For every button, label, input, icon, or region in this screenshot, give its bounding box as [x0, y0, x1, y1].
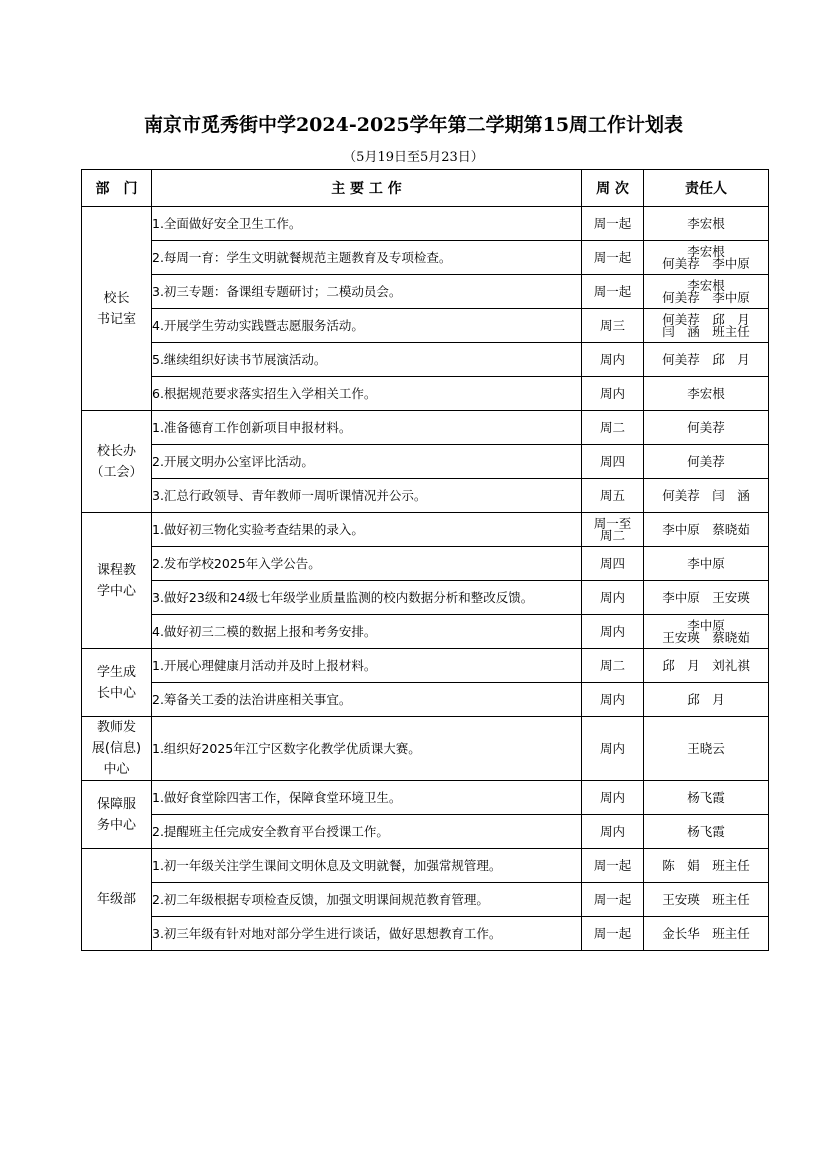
week-line: 周内 [599, 740, 625, 756]
responsible-cell [644, 917, 769, 951]
week-cell [582, 411, 644, 445]
responsible-cell [644, 343, 769, 377]
week-cell [582, 377, 644, 411]
week-line: 周二 [599, 419, 625, 435]
responsible-cell [644, 883, 769, 917]
week-line: 周一起 [593, 249, 632, 265]
week-cell [582, 581, 644, 615]
week-cell [582, 275, 644, 309]
responsible-cell [644, 649, 769, 683]
task-cell: 4.做好初三二模的数据上报和考务安排。 [152, 615, 582, 649]
week-line: 周二 [599, 527, 625, 543]
responsible-cell [644, 207, 769, 241]
week-line: 周内 [599, 691, 625, 707]
week-cell [582, 445, 644, 479]
responsible-person: 何美荐 [687, 453, 725, 469]
responsible-person: 何美荐 李中原 [662, 289, 750, 305]
week-line: 周四 [599, 453, 625, 469]
table-row [82, 649, 769, 683]
responsible-cell [644, 513, 769, 547]
task-cell: 3.初三专题：备课组专题研讨；二模动员会。 [152, 275, 582, 309]
responsible-person: 何美荐 李中原 [662, 255, 750, 271]
responsible-cell [644, 781, 769, 815]
week-line: 周一起 [593, 283, 632, 299]
week-line: 周内 [599, 589, 625, 605]
responsible-person: 何美荐 邱 月 [662, 351, 750, 367]
table-row [82, 717, 769, 781]
dept-name-line: 书记室 [96, 311, 136, 327]
responsible-person: 陈 娟 班主任 [662, 857, 750, 873]
dept-name-line: 教师发 [96, 720, 136, 735]
table-header-row [82, 170, 769, 207]
responsible-cell [644, 581, 769, 615]
week-line: 周一起 [593, 925, 632, 941]
responsible-person: 邱 月 刘礼祺 [662, 657, 750, 673]
week-line: 周内 [599, 623, 625, 639]
header-resp: 责任人 [644, 170, 769, 207]
week-cell [582, 683, 644, 717]
responsible-person: 王晓云 [687, 740, 725, 756]
table-row [82, 207, 769, 241]
dept-name-line: 年级部 [96, 892, 136, 907]
dept-name-line: 校长 [103, 290, 130, 306]
table-row [82, 411, 769, 445]
week-cell [582, 241, 644, 275]
task-cell: 2.发布学校2025年入学公告。 [152, 547, 582, 581]
responsible-person: 何美荐 [687, 419, 725, 435]
task-cell: 1.做好食堂除四害工作，保障食堂环境卫生。 [152, 781, 582, 815]
responsible-cell [644, 309, 769, 343]
table-row [82, 917, 769, 951]
table-row [82, 883, 769, 917]
task-cell: 1.准备德育工作创新项目申报材料。 [152, 411, 582, 445]
table-row [82, 781, 769, 815]
task-cell: 3.做好23级和24级七年级学业质量监测的校内数据分析和整改反馈。 [152, 581, 582, 615]
table-row [82, 275, 769, 309]
task-cell: 3.汇总行政领导、青年教师一周听课情况并公示。 [152, 479, 582, 513]
task-cell: 2.初二年级根据专项检查反馈，加强文明课间规范教育管理。 [152, 883, 582, 917]
task-cell: 1.全面做好安全卫生工作。 [152, 207, 582, 241]
table-row [82, 581, 769, 615]
responsible-person: 李宏根 [687, 243, 725, 259]
task-cell: 6.根据规范要求落实招生入学相关工作。 [152, 377, 582, 411]
table-row [82, 815, 769, 849]
responsible-person: 王安瑛 蔡晓茹 [662, 629, 750, 645]
work-plan-table [81, 169, 769, 951]
responsible-person: 邱 月 [687, 691, 725, 707]
week-line: 周一起 [593, 215, 632, 231]
week-cell [582, 513, 644, 547]
responsible-person: 李中原 王安瑛 [662, 589, 750, 605]
week-cell [582, 781, 644, 815]
dept-cell [82, 649, 152, 717]
header-task: 主 要 工 作 [152, 170, 582, 207]
dept-name-line: （工会） [90, 464, 143, 480]
week-line: 周四 [599, 555, 625, 571]
dept-cell [82, 411, 152, 513]
week-line: 周内 [599, 823, 625, 839]
dept-name-line: 课程教 [96, 562, 136, 578]
week-line: 周三 [599, 317, 625, 333]
table-row [82, 241, 769, 275]
responsible-person: 李宏根 [687, 215, 725, 231]
header-dept: 部 门 [82, 170, 152, 207]
week-line: 周一起 [593, 857, 632, 873]
table-body [82, 207, 769, 951]
week-cell [582, 615, 644, 649]
dept-name-line: 学生成 [96, 664, 136, 680]
dept-cell [82, 717, 152, 781]
table-row [82, 683, 769, 717]
task-cell: 4.开展学生劳动实践暨志愿服务活动。 [152, 309, 582, 343]
header-week: 周 次 [582, 170, 644, 207]
responsible-cell [644, 275, 769, 309]
responsible-cell [644, 241, 769, 275]
dept-name-line: 中心 [103, 762, 130, 777]
week-cell [582, 343, 644, 377]
page-title: 南京市觅秀街中学2024-2025学年第二学期第15周工作计划表 [143, 114, 684, 136]
dept-name-line: 保障服 [96, 796, 136, 812]
week-cell [582, 883, 644, 917]
dept-name-line: 学中心 [96, 583, 136, 599]
week-line: 周一起 [593, 891, 632, 907]
task-cell: 1.开展心理健康月活动并及时上报材料。 [152, 649, 582, 683]
dept-name-line: 展(信息) [91, 741, 142, 756]
responsible-person: 李宏根 [687, 385, 725, 401]
responsible-cell [644, 815, 769, 849]
task-cell: 1.初一年级关注学生课间文明休息及文明就餐，加强常规管理。 [152, 849, 582, 883]
week-line: 周二 [599, 657, 625, 673]
week-line: 周内 [599, 351, 625, 367]
date-range: （5月19日至5月23日） [343, 150, 484, 165]
task-cell: 5.继续组织好读书节展演活动。 [152, 343, 582, 377]
responsible-person: 何美荐 邱 月 [662, 311, 750, 327]
week-cell [582, 849, 644, 883]
dept-cell [82, 781, 152, 849]
table-row [82, 343, 769, 377]
table-row [82, 615, 769, 649]
week-cell [582, 547, 644, 581]
responsible-person: 杨飞霞 [687, 823, 725, 839]
responsible-cell [644, 445, 769, 479]
responsible-cell [644, 377, 769, 411]
table-row [82, 377, 769, 411]
task-cell: 2.提醒班主任完成安全教育平台授课工作。 [152, 815, 582, 849]
task-cell: 2.开展文明办公室评比活动。 [152, 445, 582, 479]
dept-cell [82, 207, 152, 411]
week-cell [582, 917, 644, 951]
table-row [82, 479, 769, 513]
dept-name-line: 长中心 [96, 685, 136, 701]
task-cell: 3.初三年级有针对地对部分学生进行谈话，做好思想教育工作。 [152, 917, 582, 951]
dept-name-line: 校长办 [96, 443, 136, 459]
responsible-person: 李中原 [687, 555, 725, 571]
week-cell [582, 649, 644, 683]
responsible-person: 金长华 班主任 [662, 925, 750, 941]
week-line: 周内 [599, 789, 625, 805]
responsible-cell [644, 479, 769, 513]
responsible-person: 闫 涵 班主任 [662, 323, 750, 339]
week-line: 周内 [599, 385, 625, 401]
responsible-cell [644, 411, 769, 445]
week-line: 周一至 [593, 515, 632, 531]
week-cell [582, 309, 644, 343]
table-row [82, 849, 769, 883]
dept-cell [82, 513, 152, 649]
task-cell: 2.筹备关工委的法治讲座相关事宜。 [152, 683, 582, 717]
dept-name-line: 务中心 [96, 817, 136, 833]
responsible-person: 李中原 [687, 617, 725, 633]
responsible-cell [644, 683, 769, 717]
dept-cell [82, 849, 152, 951]
week-cell [582, 815, 644, 849]
responsible-person: 王安瑛 班主任 [662, 891, 750, 907]
responsible-cell [644, 615, 769, 649]
responsible-cell [644, 717, 769, 781]
responsible-cell [644, 547, 769, 581]
table-row [82, 513, 769, 547]
table-row [82, 445, 769, 479]
task-cell: 2.每周一育：学生文明就餐规范主题教育及专项检查。 [152, 241, 582, 275]
week-cell [582, 207, 644, 241]
task-cell: 1.组织好2025年江宁区数字化教学优质课大赛。 [152, 717, 582, 781]
responsible-person: 李中原 蔡晓茹 [662, 521, 750, 537]
week-cell [582, 717, 644, 781]
responsible-person: 杨飞霞 [687, 789, 725, 805]
table-row [82, 547, 769, 581]
responsible-cell [644, 849, 769, 883]
week-cell [582, 479, 644, 513]
week-line: 周五 [599, 487, 625, 503]
responsible-person: 李宏根 [687, 277, 725, 293]
table-row [82, 309, 769, 343]
responsible-person: 何美荐 闫 涵 [662, 487, 750, 503]
task-cell: 1.做好初三物化实验考查结果的录入。 [152, 513, 582, 547]
